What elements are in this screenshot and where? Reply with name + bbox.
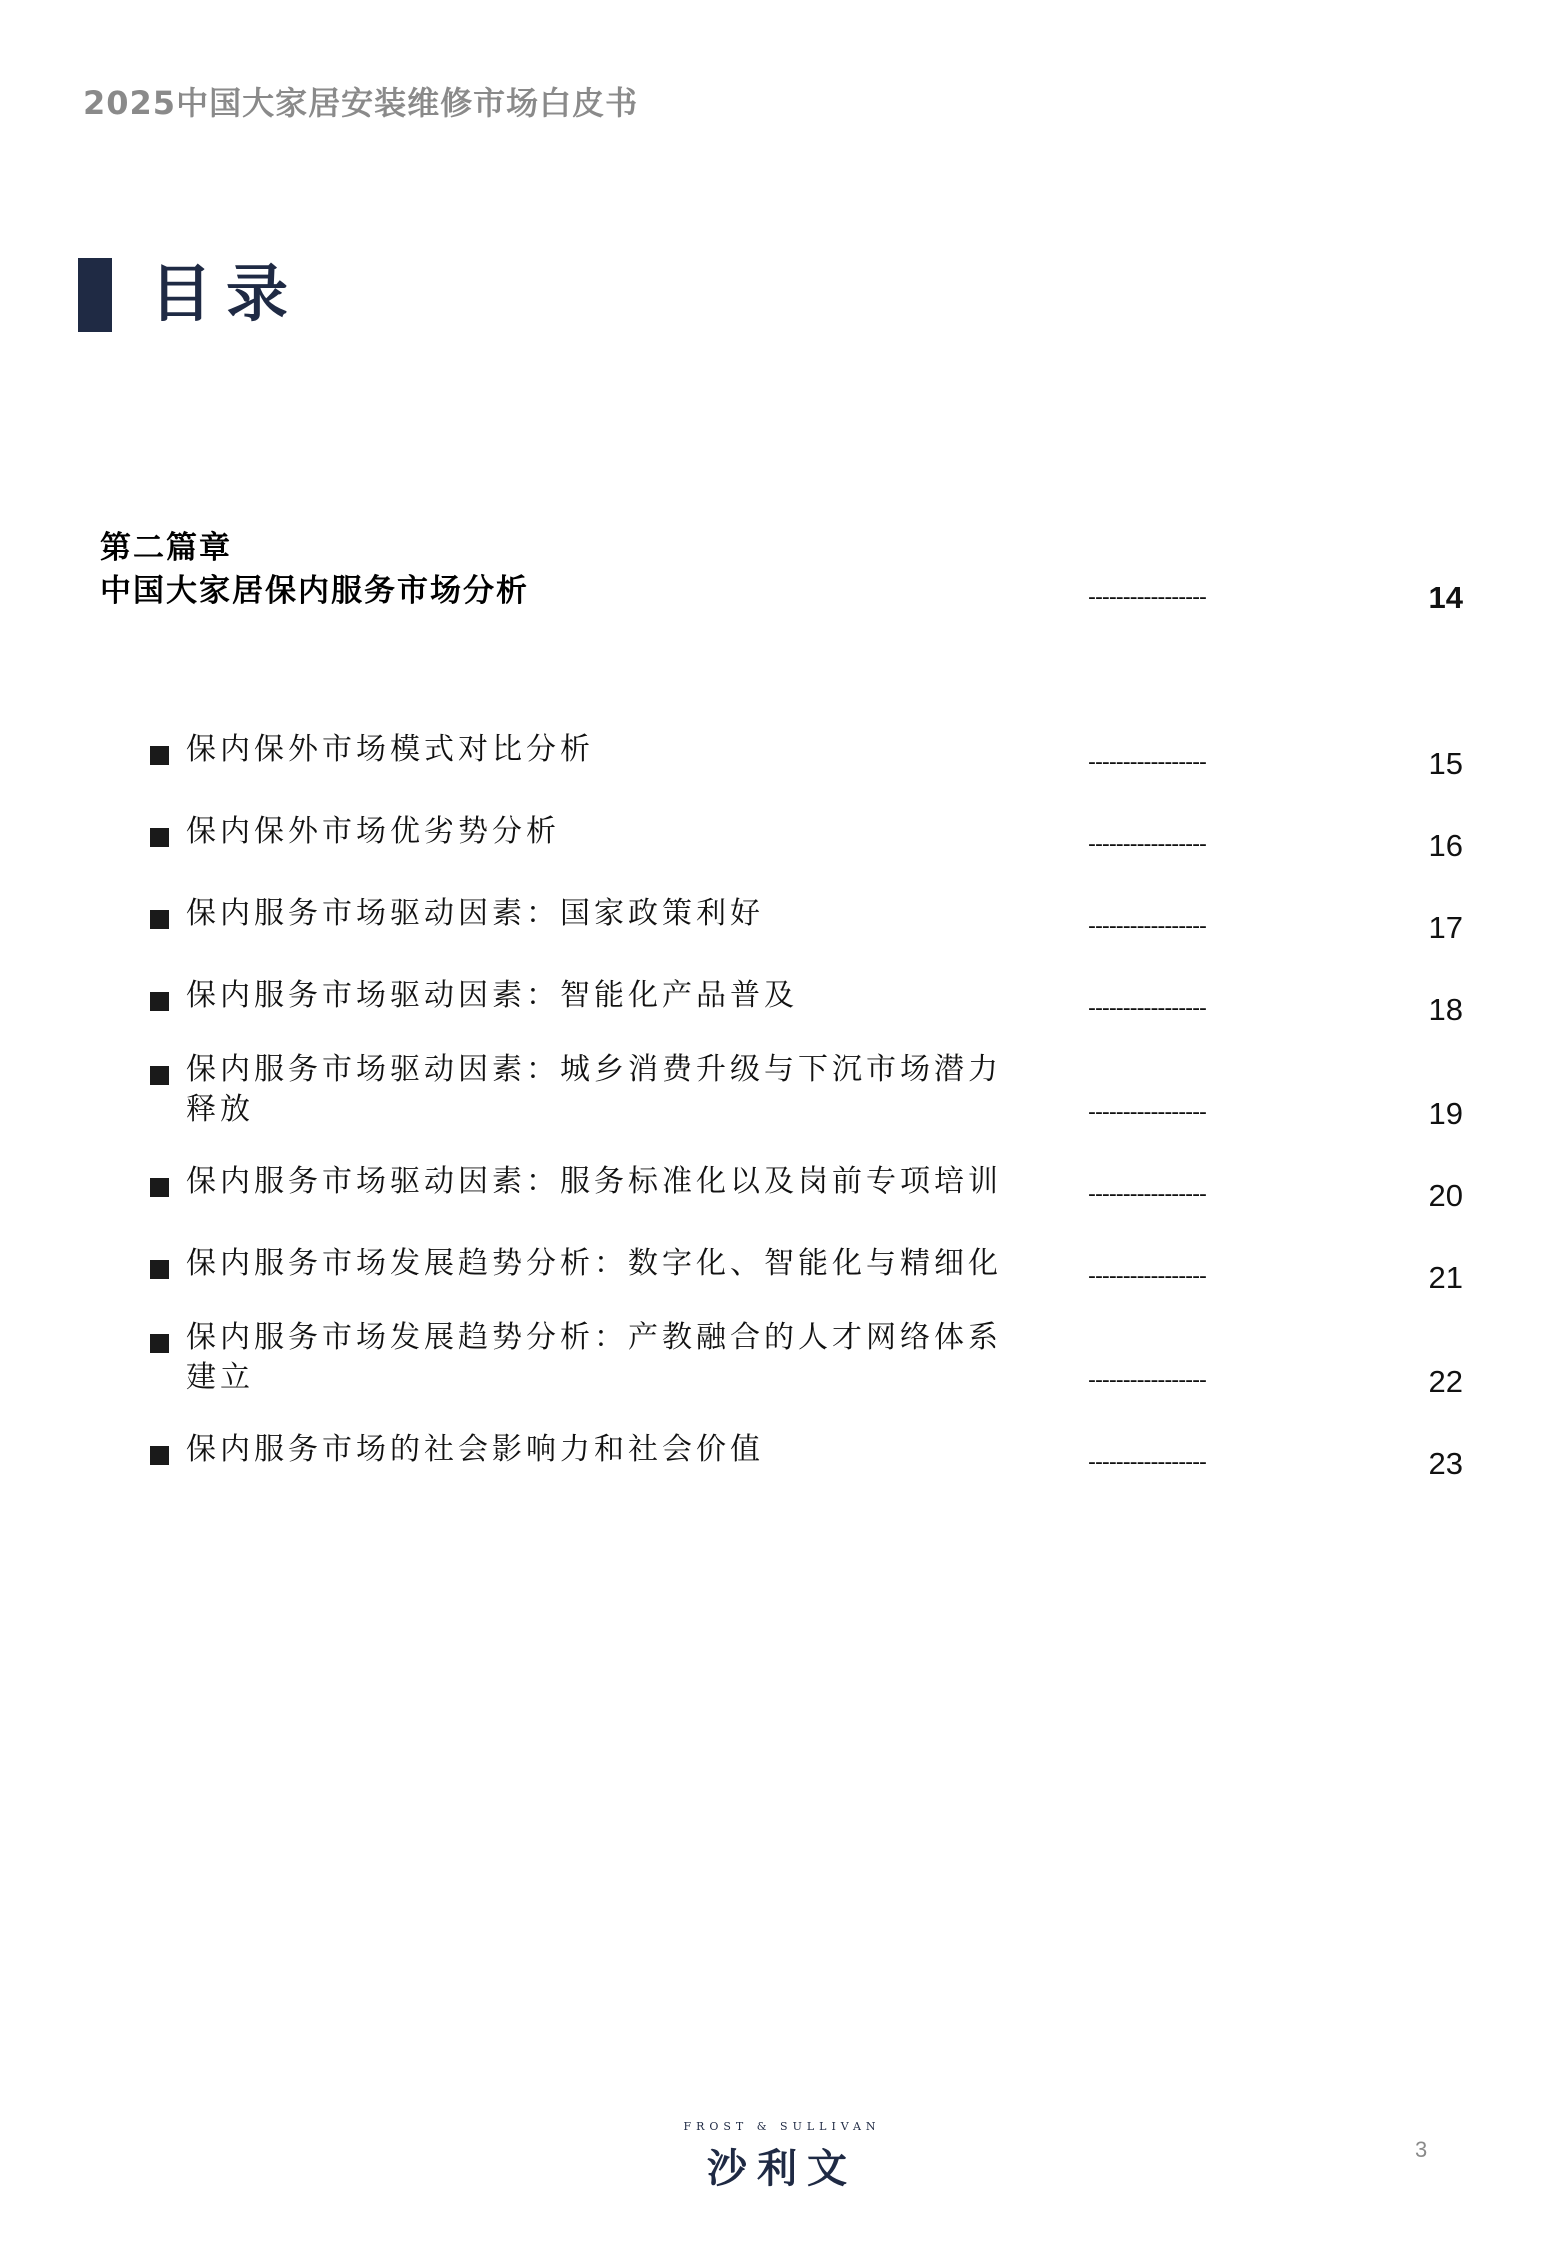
toc-item-line: 保内服务市场发展趋势分析：产教融合的人才网络体系: [186, 1320, 1002, 1355]
toc-page-number[interactable]: 16: [1428, 828, 1463, 863]
square-bullet-icon: [150, 1260, 169, 1279]
toc-item-line: 保内服务市场驱动因素：城乡消费升级与下沉市场潜力: [186, 1052, 1002, 1087]
toc-leader-dots: -----------------: [1088, 996, 1206, 1021]
logo-latin-text: FROST & SULLIVAN: [683, 2120, 881, 2133]
toc-leader-dots: -----------------: [1088, 914, 1206, 939]
toc-item-line: 保内服务市场驱动因素：智能化产品普及: [186, 978, 798, 1013]
toc-item-text: [186, 894, 1176, 934]
toc-item-line: 释放: [186, 1092, 254, 1127]
toc-item-text: [186, 812, 1176, 852]
toc-item-text: [186, 1430, 1176, 1470]
frost-sullivan-logo: [672, 2120, 892, 2194]
toc-page-number[interactable]: 19: [1428, 1096, 1463, 1131]
toc-item-line: 建立: [186, 1360, 254, 1395]
toc-page-number[interactable]: 18: [1428, 992, 1463, 1027]
chapter-title[interactable]: 中国大家居保内服务市场分析: [100, 573, 529, 609]
toc-page-number[interactable]: 22: [1428, 1364, 1463, 1399]
toc-item-line: 保内保外市场优劣势分析: [186, 814, 560, 849]
square-bullet-icon: [150, 1334, 169, 1353]
toc-item-text: [186, 730, 1176, 770]
toc-leader-dots: -----------------: [1088, 1368, 1206, 1393]
footer-page-number: 3: [1415, 2137, 1428, 2162]
running-header: 2025中国大家居安装维修市场白皮书: [83, 84, 639, 122]
toc-page-number[interactable]: 23: [1428, 1446, 1463, 1481]
toc-item-text: [186, 1162, 1176, 1202]
toc-item-line: 保内服务市场驱动因素：服务标准化以及岗前专项培训: [186, 1164, 1002, 1199]
toc-item-line: 保内服务市场的社会影响力和社会价值: [186, 1432, 764, 1467]
chapter-leader-dots: -----------------: [1088, 585, 1206, 610]
chapter-label: 第二篇章: [100, 530, 232, 566]
toc-item-text: [186, 976, 1176, 1016]
square-bullet-icon: [150, 1066, 169, 1085]
toc-item-text: [186, 1050, 1176, 1130]
square-bullet-icon: [150, 746, 169, 765]
toc-item-line: 保内服务市场驱动因素：国家政策利好: [186, 896, 764, 931]
toc-item-text: [186, 1244, 1176, 1284]
toc-item-line: 保内保外市场模式对比分析: [186, 732, 594, 767]
square-bullet-icon: [150, 992, 169, 1011]
chapter-page-number[interactable]: 14: [1428, 580, 1463, 615]
title-accent-bar: [78, 258, 112, 332]
logo-chinese-text: 沙利文: [707, 2146, 857, 2192]
square-bullet-icon: [150, 828, 169, 847]
toc-page-number[interactable]: 17: [1428, 910, 1463, 945]
square-bullet-icon: [150, 1178, 169, 1197]
toc-page-number[interactable]: 15: [1428, 746, 1463, 781]
page-title: 目录: [150, 257, 303, 330]
toc-leader-dots: -----------------: [1088, 1182, 1206, 1207]
toc-page-number[interactable]: 21: [1428, 1260, 1463, 1295]
toc-leader-dots: -----------------: [1088, 832, 1206, 857]
toc-leader-dots: -----------------: [1088, 1100, 1206, 1125]
square-bullet-icon: [150, 910, 169, 929]
toc-leader-dots: -----------------: [1088, 750, 1206, 775]
toc-page-number[interactable]: 20: [1428, 1178, 1463, 1213]
toc-item-text: [186, 1318, 1176, 1398]
toc-leader-dots: -----------------: [1088, 1264, 1206, 1289]
toc-item-line: 保内服务市场发展趋势分析：数字化、智能化与精细化: [186, 1246, 1002, 1281]
square-bullet-icon: [150, 1446, 169, 1465]
toc-leader-dots: -----------------: [1088, 1450, 1206, 1475]
